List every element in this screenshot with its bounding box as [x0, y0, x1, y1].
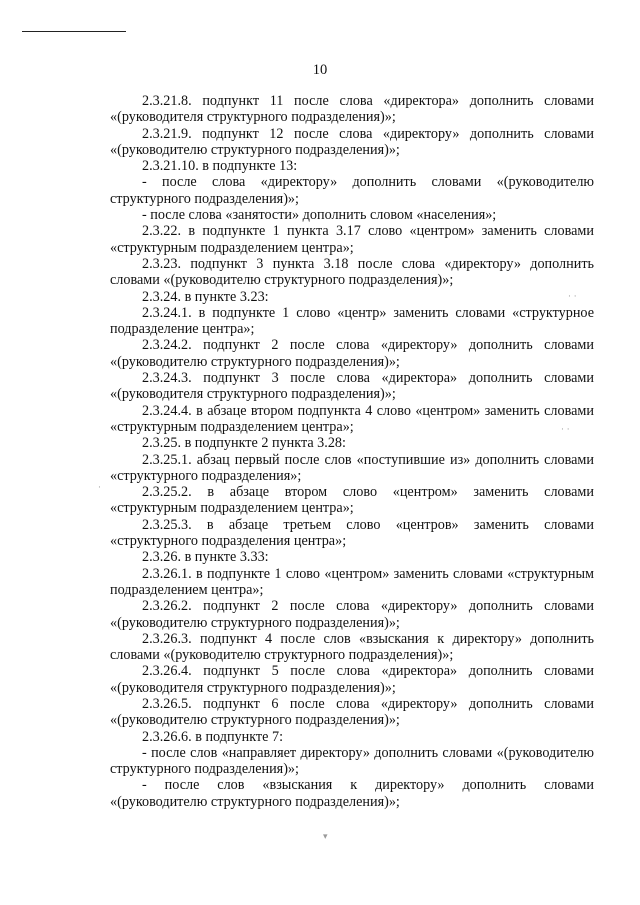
paragraph-2-3-26-3: 2.3.26.3. подпункт 4 после слов «взыскания к директору» дополнить словами «(руководителю структурного подразделения)»; — [110, 630, 594, 664]
page-number: 10 — [312, 62, 328, 78]
paragraph-2-3-21-9: 2.3.21.9. подпункт 12 после слова «директору» дополнить словами «(руководителю структурного подразделения)»; — [110, 125, 594, 158]
paragraph-2-3-26-6: 2.3.26.6. в подпункте 7: — [142, 728, 284, 745]
scan-speck: ▾ — [323, 832, 328, 842]
paragraph-2-3-26-6-item-1: - после слов «направляет директору» дополнить словами «(руководителю структурного подразделения)»; — [110, 744, 594, 778]
paragraph-2-3-26: 2.3.26. в пункте 3.33: — [142, 549, 269, 566]
paragraph-2-3-25-3: 2.3.25.3. в абзаце третьем слово «центров» заменить словами «структурного подразделения центра»; — [110, 516, 594, 550]
paragraph-2-3-22: 2.3.22. в подпункте 1 пункта 3.17 слово «центром» заменить словами «структурным подразделением центра»; — [110, 223, 594, 256]
paragraph-2-3-21-10: 2.3.21.10. в подпункте 13: — [142, 158, 298, 175]
paragraph-2-3-24: 2.3.24. в пункте 3.23: — [142, 288, 269, 305]
paragraph-2-3-26-5: 2.3.26.5. подпункт 6 после слова «директору» дополнить словами «(руководителю структурного подразделения)»; — [110, 695, 594, 729]
header-rule — [22, 31, 126, 32]
paragraph-2-3-24-1: 2.3.24.1. в подпункте 1 слово «центр» заменить словами «структурное подразделение центра»; — [110, 304, 594, 338]
paragraph-2-3-26-2: 2.3.26.2. подпункт 2 после слова «директору» дополнить словами «(руководителю структурного подразделения)»; — [110, 598, 594, 631]
paragraph-2-3-24-3: 2.3.24.3. подпункт 3 после слова «директора» дополнить словами «(руководителя структурного подразделения)»; — [110, 370, 594, 403]
scan-speck: · · — [568, 292, 577, 302]
paragraph-2-3-25: 2.3.25. в подпункте 2 пункта 3.28: — [142, 435, 346, 452]
paragraph-2-3-26-4: 2.3.26.4. подпункт 5 после слова «директора» дополнить словами «(руководителя структурного подразделения)»; — [110, 663, 594, 696]
paragraph-2-3-23: 2.3.23. подпункт 3 пункта 3.18 после слова «директору» дополнить словами «(руководителю структурного подразделения)»; — [110, 255, 594, 289]
paragraph-2-3-26-1: 2.3.26.1. в подпункте 1 слово «центром» заменить словами «структурным подразделением центра»; — [110, 565, 594, 598]
paragraph-2-3-25-2: 2.3.25.2. в абзаце втором слово «центром» заменить словами «структурным подразделением центра»; — [110, 484, 594, 517]
scan-speck: · — [98, 483, 101, 493]
paragraph-2-3-21-8: 2.3.21.8. подпункт 11 после слова «директора» дополнить словами «(руководителя структурного подразделения)»; — [110, 93, 594, 126]
paragraph-2-3-24-2: 2.3.24.2. подпункт 2 после слова «директору» дополнить словами «(руководителю структурного подразделения)»; — [110, 337, 594, 370]
paragraph-2-3-25-1: 2.3.25.1. абзац первый после слов «поступившие из» дополнить словами «структурного подразделения»; — [110, 451, 594, 484]
paragraph-2-3-26-6-item-2: - после слов «взыскания к директору» дополнить словами «(руководителю структурного подразделения)»; — [110, 777, 594, 810]
scan-speck: · · — [561, 425, 570, 435]
document-body — [110, 93, 594, 810]
paragraph-2-3-24-4: 2.3.24.4. в абзаце втором подпункта 4 слово «центром» заменить словами «структурным подразделением центра»; — [110, 402, 594, 435]
paragraph-2-3-21-10-item-2: - после слова «занятости» дополнить словом «населения»; — [142, 207, 497, 224]
paragraph-2-3-21-10-item-1: - после слова «директору» дополнить словами «(руководителю структурного подразделения)»; — [110, 174, 594, 207]
